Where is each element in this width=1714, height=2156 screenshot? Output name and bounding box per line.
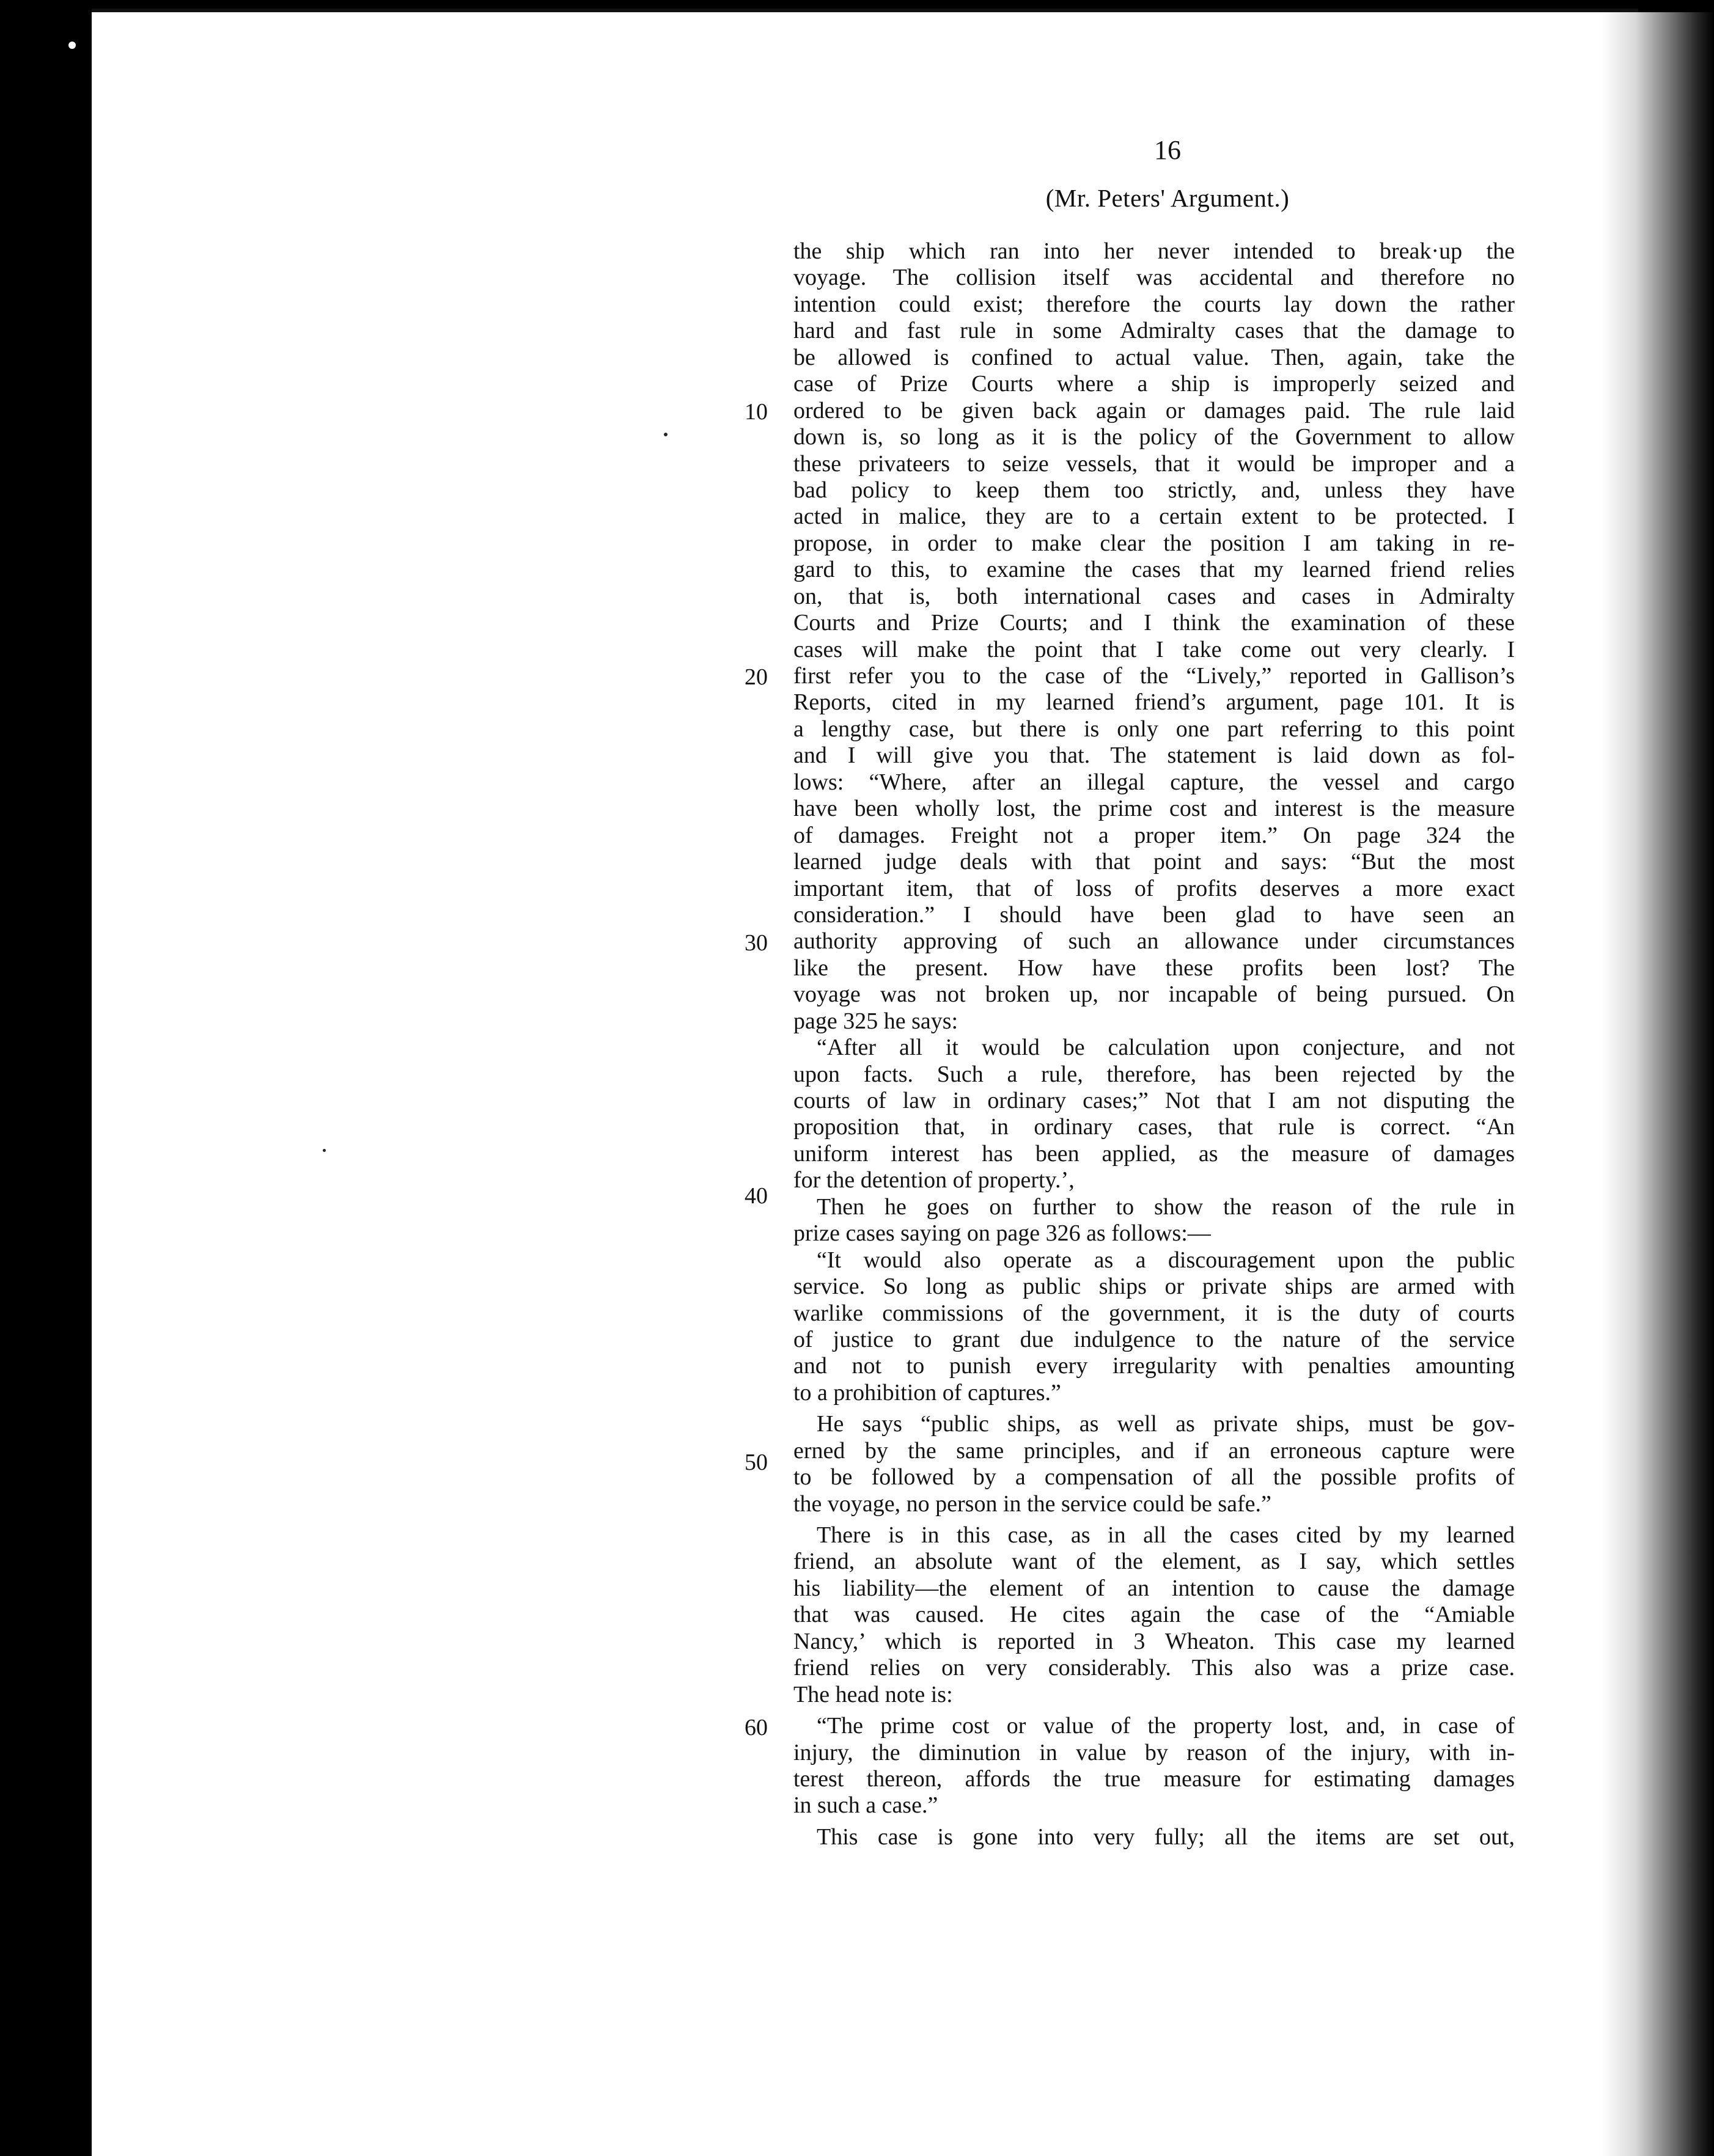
margin-line-number: 30 [745, 930, 768, 956]
text-line: warlike commissions of the government, it is the duty of courts [793, 1300, 1515, 1326]
margin-line-number: 50 [745, 1450, 768, 1475]
text-line: like the present. How have these profits been lost? The [793, 955, 1515, 981]
text-line: friend, an absolute want of the element, as I say, which settles [793, 1549, 1515, 1575]
text-line: his liability—the element of an intention to cause the damage [793, 1575, 1515, 1601]
text-line: learned judge deals with that point and says: “But the most [793, 849, 1515, 875]
text-line: and I will give you that. The statement is laid down as fol- [793, 743, 1515, 769]
running-head: (Mr. Peters' Argument.) [1045, 184, 1290, 212]
text-line: “It would also operate as a discouragement upon the public [817, 1247, 1515, 1273]
text-line: bad policy to keep them too strictly, and, unless they have [793, 477, 1515, 503]
body-text [793, 238, 1515, 1850]
text-line: propose, in order to make clear the position I am taking in re- [793, 530, 1515, 556]
text-line: first refer you to the case of the “Lively,” reported in Gallison’s [793, 663, 1515, 689]
ink-speck [664, 433, 668, 436]
text-line: upon facts. Such a rule, therefore, has been rejected by the [793, 1061, 1515, 1087]
ink-speck [68, 42, 76, 49]
margin-line-number: 60 [745, 1715, 768, 1740]
text-line: erned by the same principles, and if an erroneous capture were [793, 1437, 1515, 1464]
text-line: and not to punish every irregularity with penalties amounting [793, 1353, 1515, 1379]
margin-line-number: 40 [745, 1183, 768, 1209]
text-line: of justice to grant due indulgence to the nature of the service [793, 1326, 1515, 1352]
text-line: consideration.” I should have been glad to have seen an [793, 901, 1515, 928]
text-line: in such a case.” [793, 1792, 938, 1819]
text-line: to be followed by a compensation of all the possible profits of [793, 1464, 1515, 1491]
text-line: Then he goes on further to show the reason of the rule in [817, 1194, 1515, 1220]
text-line: “The prime cost or value of the property lost, and, in case of [817, 1713, 1515, 1739]
text-line: for the detention of property.’, [793, 1167, 1075, 1194]
text-line: on, that is, both international cases and cases in Admiralty [793, 583, 1515, 609]
text-line: case of Prize Courts where a ship is improperly seized and [793, 371, 1515, 397]
text-line: “After all it would be calculation upon conjecture, and not [817, 1035, 1515, 1061]
text-line: courts of law in ordinary cases;” Not that I am not disputing the [793, 1088, 1515, 1113]
text-line: be allowed is confined to actual value. Then, again, take the [793, 344, 1515, 370]
text-line: ordered to be given back again or damages paid. The rule laid [793, 397, 1515, 424]
text-line: injury, the diminution in value by reason of the injury, with in- [793, 1739, 1515, 1766]
text-line: lows: “Where, after an illegal capture, the vessel and cargo [793, 769, 1515, 795]
text-line: Nancy,’ which is reported in 3 Wheaton. This case my learned [793, 1628, 1515, 1654]
text-line: Reports, cited in my learned friend’s argument, page 101. It is [793, 689, 1515, 716]
text-line: service. So long as public ships or private ships are armed with [793, 1274, 1515, 1300]
text-line: There is in this case, as in all the cases cited by my learned [817, 1522, 1515, 1548]
text-line: that was caused. He cites again the case of the “Amiable [793, 1602, 1515, 1628]
margin-line-number: 20 [745, 664, 768, 690]
text-line: of damages. Freight not a proper item.” On page 324 the [793, 822, 1515, 848]
text-line: Courts and Prize Courts; and I think the examination of these [793, 610, 1515, 636]
text-line: the ship which ran into her never intended to break·up the [793, 238, 1515, 264]
text-line: voyage was not broken up, nor incapable of being pursued. On [793, 981, 1515, 1008]
text-line: these privateers to seize vessels, that it would be improper and a [793, 450, 1515, 477]
text-line: a lengthy case, but there is only one part referring to this point [793, 716, 1515, 742]
text-line: page 325 he says: [793, 1008, 958, 1034]
margin-line-number: 10 [745, 399, 768, 425]
text-line: important item, that of loss of profits deserves a more exact [793, 875, 1515, 901]
text-line: hard and fast rule in some Admiralty cases that the damage to [793, 318, 1515, 344]
text-line: This case is gone into very fully; all the items are set out, [817, 1824, 1515, 1850]
text-line: voyage. The collision itself was accidental and therefore no [793, 265, 1515, 291]
text-line: down is, so long as it is the policy of the Government to allow [793, 424, 1515, 450]
ink-speck [323, 1149, 326, 1152]
text-line: prize cases saying on page 326 as follows:— [793, 1220, 1211, 1247]
text-line: gard to this, to examine the cases that my learned friend relies [793, 557, 1515, 583]
text-line: proposition that, in ordinary cases, that rule is correct. “An [793, 1114, 1515, 1140]
text-line: terest thereon, affords the true measure for estimating damages [793, 1766, 1515, 1792]
text-line: the voyage, no person in the service could be safe.” [793, 1491, 1271, 1517]
page-gutter-shadow [1602, 12, 1714, 2156]
text-line: friend relies on very considerably. This also was a prize case. [793, 1655, 1515, 1681]
text-line: uniform interest has been applied, as the measure of damages [793, 1140, 1515, 1167]
text-line: The head note is: [793, 1681, 953, 1707]
text-line: authority approving of such an allowance under circumstances [793, 928, 1515, 955]
text-line: acted in malice, they are to a certain extent to be protected. I [793, 504, 1515, 530]
page-number: 16 [1154, 135, 1181, 165]
text-line: intention could exist; therefore the courts lay down the rather [793, 291, 1515, 317]
text-line: have been wholly lost, the prime cost and interest is the measure [793, 796, 1515, 822]
text-line: cases will make the point that I take come out very clearly. I [793, 636, 1515, 662]
text-line: to a prohibition of captures.” [793, 1379, 1061, 1406]
text-line: He says “public ships, as well as private ships, must be gov- [817, 1411, 1515, 1437]
